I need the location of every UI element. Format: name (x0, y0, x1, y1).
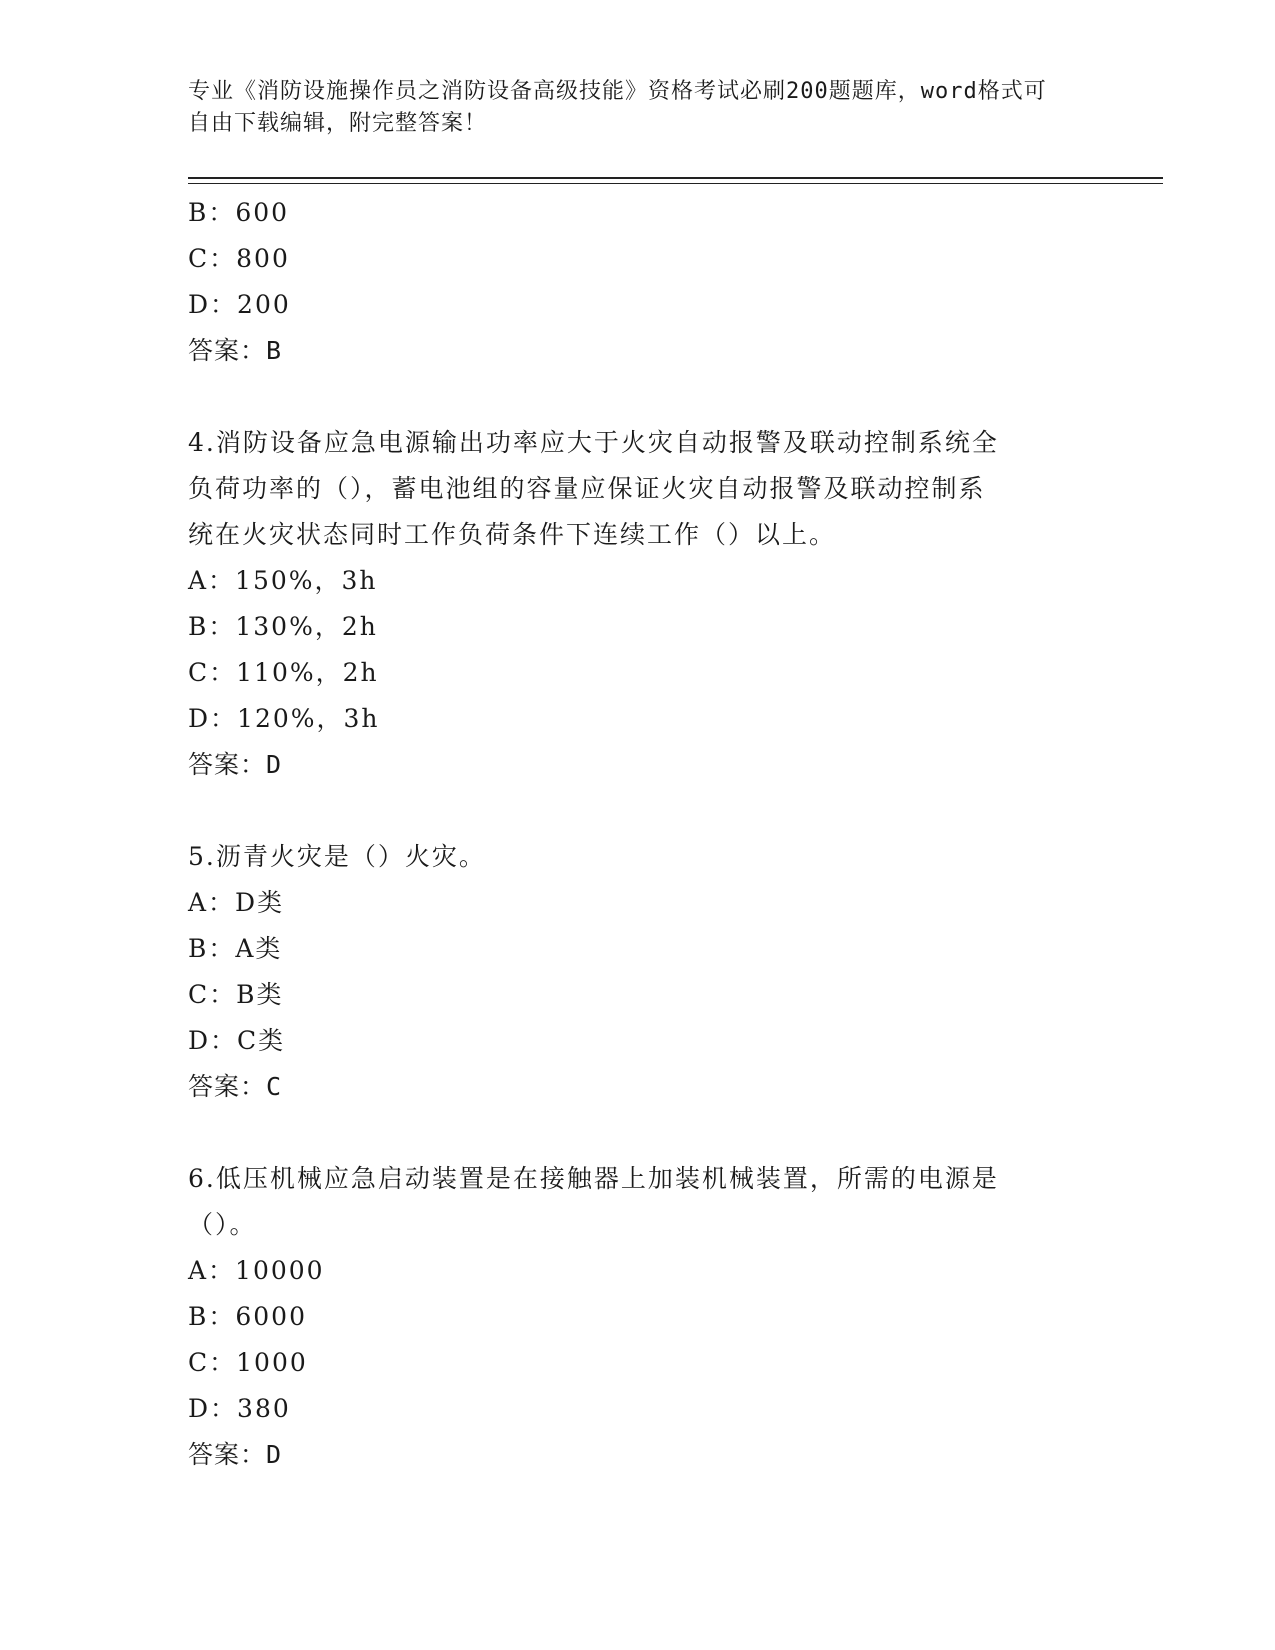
question-stem-line: 5.沥青火灾是（）火灾。 (188, 842, 486, 871)
question-5 (188, 834, 1068, 1110)
spacer (188, 1110, 1068, 1156)
answer-line: 答案：D (188, 1440, 283, 1469)
option-d: D：120%，3h (188, 704, 380, 733)
option-d: D：C类 (188, 1026, 286, 1055)
question-stem-line: 6.低压机械应急启动装置是在接触器上加装机械装置，所需的电源是 (188, 1164, 999, 1193)
question-3-continuation (188, 190, 1068, 374)
question-stem-line: 4.消防设备应急电源输出功率应大于火灾自动报警及联动控制系统全 (188, 428, 999, 457)
option-b: B：A类 (188, 934, 283, 963)
question-stem-line: 负荷功率的（），蓄电池组的容量应保证火灾自动报警及联动控制系 (188, 474, 986, 503)
answer-line: 答案：C (188, 1072, 283, 1101)
option-c: C：1000 (188, 1348, 308, 1377)
option-a: A：D类 (188, 888, 285, 917)
option-d: D：380 (188, 1394, 291, 1423)
spacer (188, 788, 1068, 834)
question-content (188, 190, 1068, 1478)
question-6 (188, 1156, 1068, 1478)
option-b: B：6000 (188, 1302, 307, 1331)
answer-line: 答案：D (188, 750, 283, 779)
option-b: B：600 (188, 198, 290, 227)
spacer (188, 374, 1068, 420)
question-stem-line: 统在火灾状态同时工作负荷条件下连续工作（）以上。 (188, 520, 837, 549)
option-c: C：800 (188, 244, 290, 273)
option-a: A：10000 (188, 1256, 325, 1285)
header-rule-thick (188, 177, 1163, 179)
option-b: B：130%，2h (188, 612, 378, 641)
document-header: 专业《消防设施操作员之消防设备高级技能》资格考试必刷200题题库，word格式可自由下载编辑，附完整答案！ (188, 79, 1047, 136)
answer-line: 答案：B (188, 336, 283, 365)
question-stem-line: （）。 (188, 1210, 257, 1239)
option-d: D：200 (188, 290, 291, 319)
option-a: A：150%，3h (188, 566, 378, 595)
header-rule-thin (188, 183, 1163, 184)
option-c: C：110%，2h (188, 658, 379, 687)
question-4 (188, 420, 1068, 788)
option-c: C：B类 (188, 980, 284, 1009)
